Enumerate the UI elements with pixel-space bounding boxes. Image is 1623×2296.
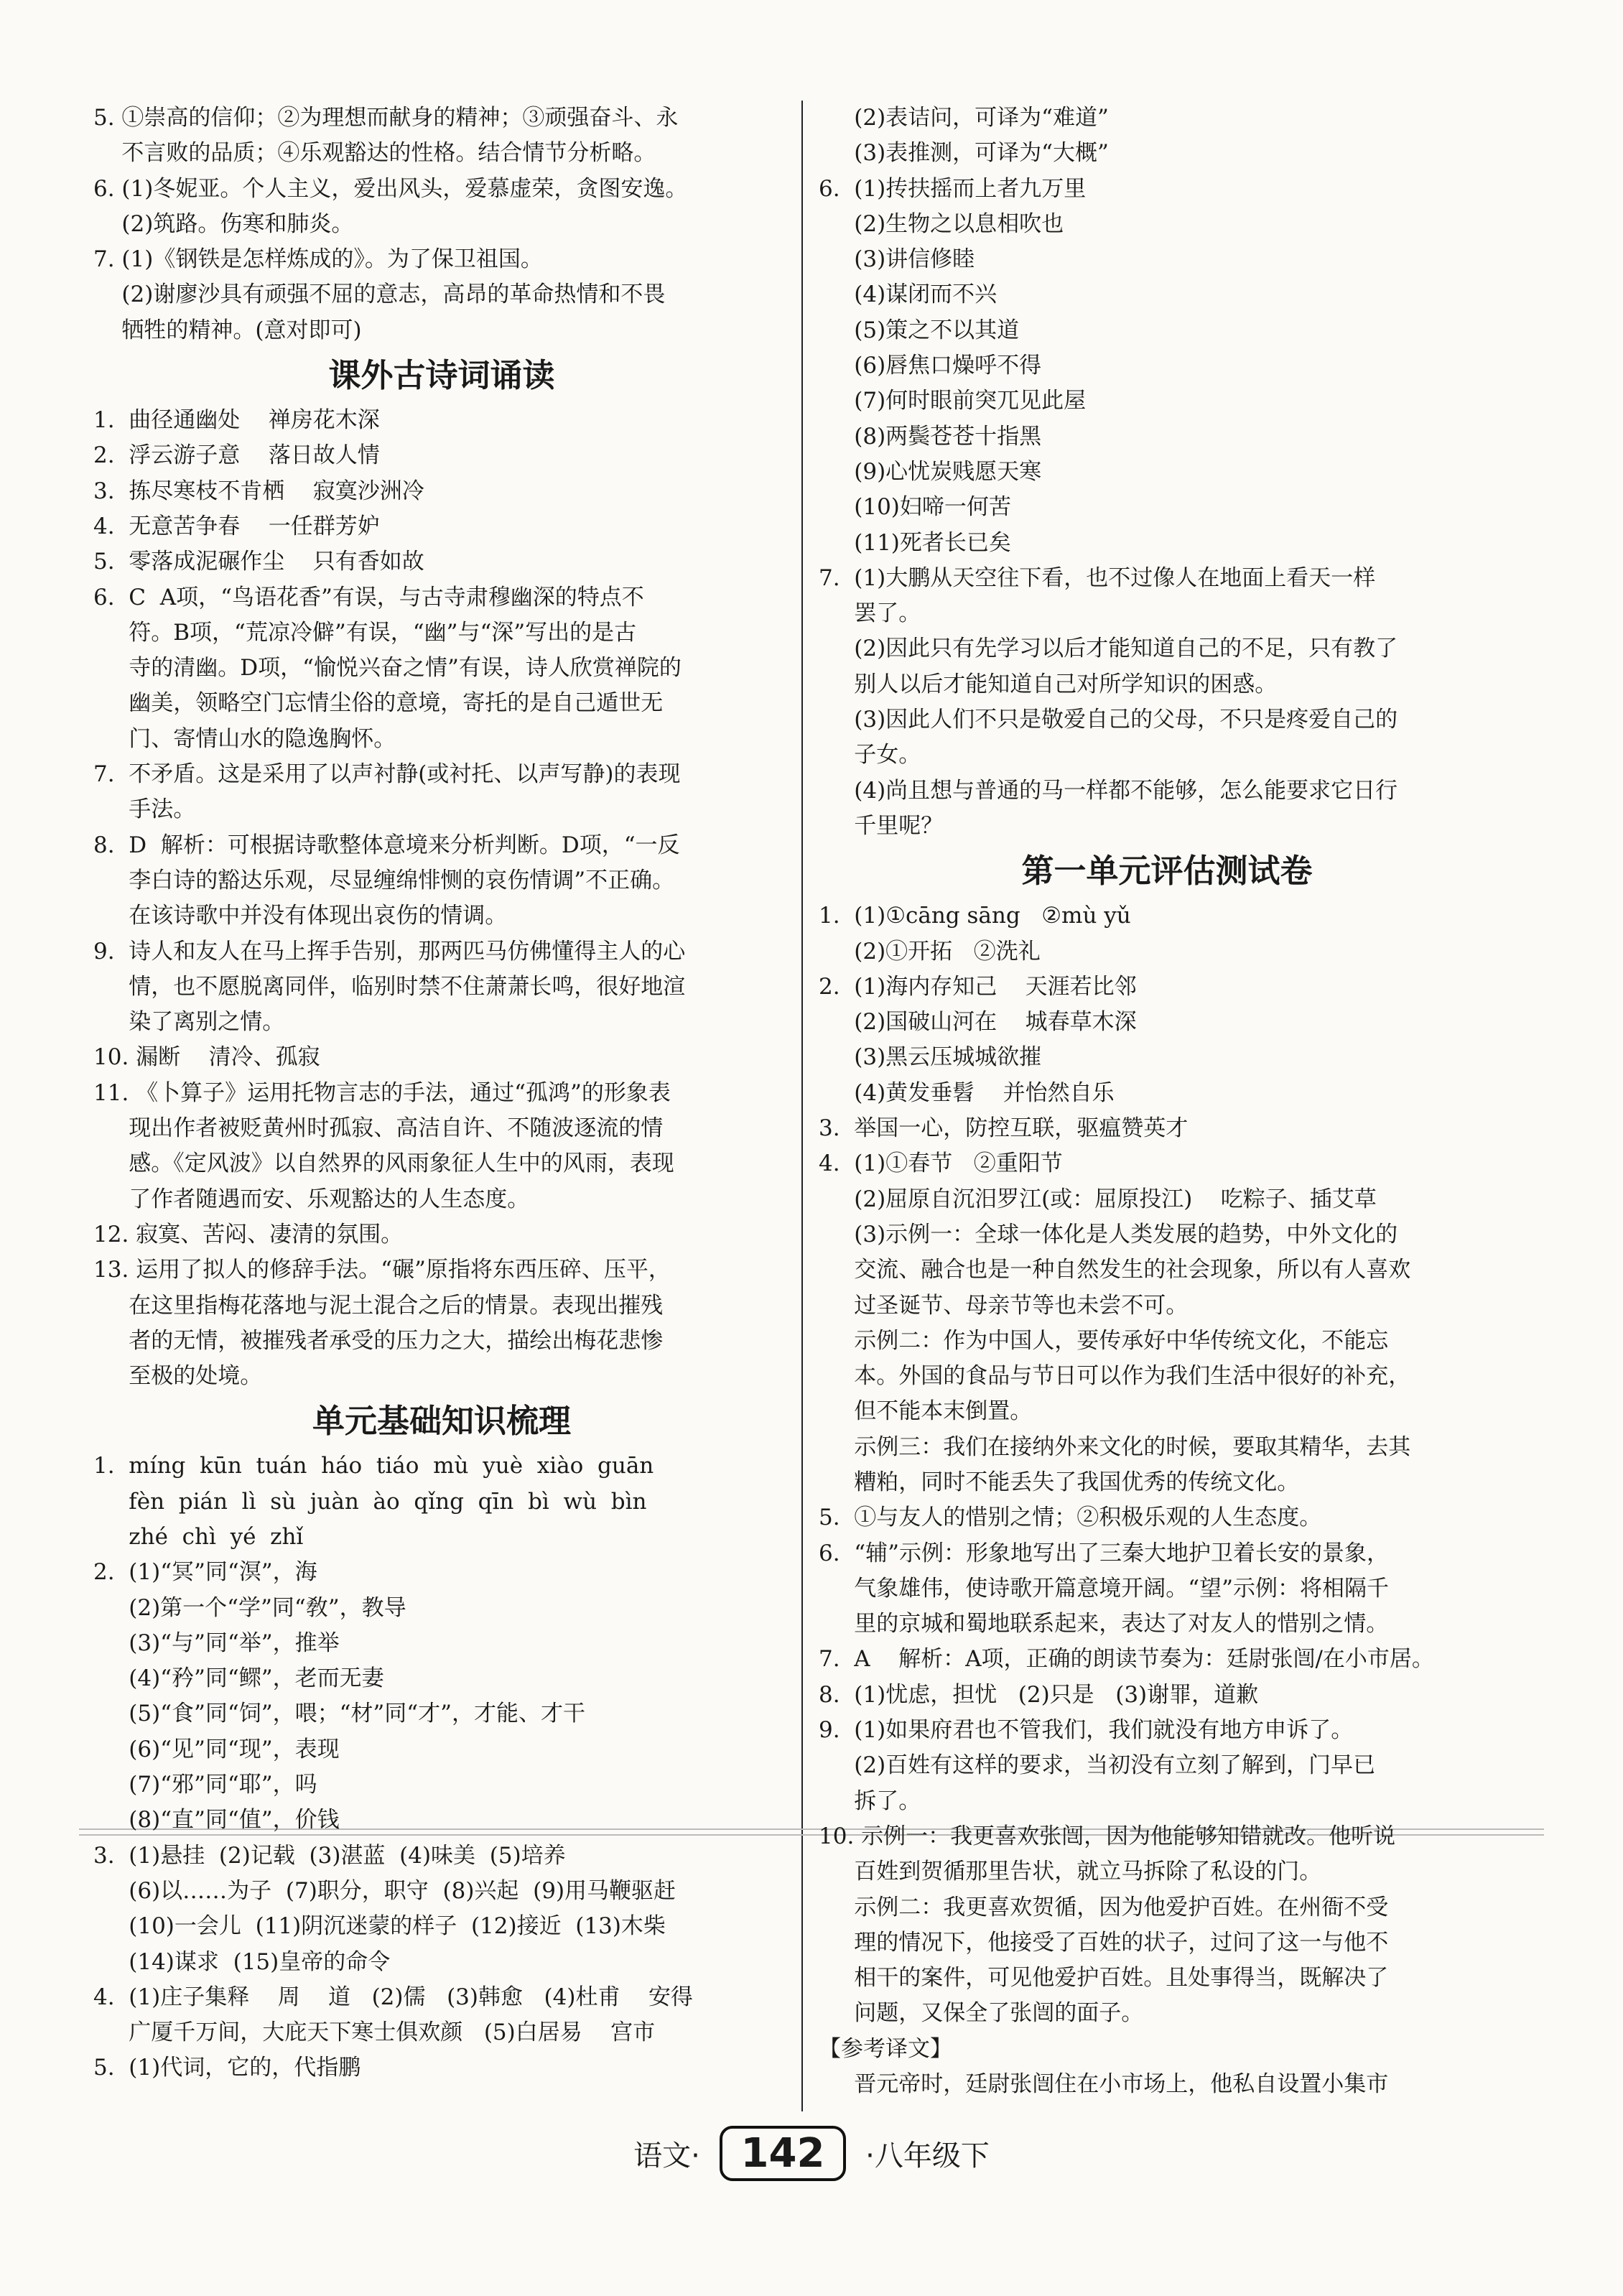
text-line: (5)“食”同“饲”，喂；“材”同“才”，才能、才干 <box>93 1701 585 1727</box>
text-line: 3. (1)悬挂 (2)记载 (3)湛蓝 (4)味美 (5)培养 <box>93 1842 566 1869</box>
text-line: (2)谢廖沙具有顽强不屈的意志，高昂的革命热情和不畏 <box>93 282 666 308</box>
page-number: 142 <box>720 2126 847 2181</box>
text-line: (3)“与”同“举”，推举 <box>93 1630 340 1656</box>
text-line: 不言败的品质；④乐观豁达的性格。结合情节分析略。 <box>93 140 656 167</box>
text-line: 感。《定风波》以自然界的风雨象征人生中的风雨，表现 <box>93 1151 674 1177</box>
text-line: 6. “辅”示例：形象地写出了三秦大地护卫着长安的景象， <box>819 1540 1389 1566</box>
text-line: 5. (1)代词，它的，代指鹏 <box>93 2055 361 2081</box>
text-line: 6. C A项，“鸟语花香”有误，与古寺肃穆幽深的特点不 <box>93 584 644 610</box>
text-line: (14)谋求 (15)皇帝的命令 <box>93 1948 391 1975</box>
text-line: 李白诗的豁达乐观，尽显缠绵悱恻的哀伤情调”不正确。 <box>93 867 675 893</box>
left-section-answers <box>93 101 790 348</box>
text-line: 6. (1)抟扶摇而上者九万里 <box>819 175 1087 202</box>
text-line: 了作者随遇而安、乐观豁达的人生态度。 <box>93 1186 530 1212</box>
text-line: 3. 拣尽寒枝不肯栖 寂寞沙洲冷 <box>93 478 424 504</box>
text-line: 7. A 解析：A项，正确的朗读节奏为：廷尉张闿/在小市居。 <box>819 1646 1434 1673</box>
text-line: (4)“矜”同“鳏”，老而无妻 <box>93 1665 384 1692</box>
text-line: (2)①开拓 ②洗礼 <box>819 938 1041 965</box>
text-line: 罢了。 <box>819 600 921 627</box>
text-line: (7)“邪”同“耶”，吗 <box>93 1772 317 1798</box>
text-line: 4. (1)①春节 ②重阳节 <box>819 1151 1063 1177</box>
text-line: (4)黄发垂髫 并怡然自乐 <box>819 1079 1115 1106</box>
footer-subject: 语文· <box>633 2139 700 2172</box>
text-line: 7. (1)《钢铁是怎样炼成的》。为了保卫祖国。 <box>93 246 543 273</box>
text-line: 5. ①崇高的信仰；②为理想而献身的精神；③顽强奋斗、永 <box>93 105 679 131</box>
text-line: 至极的处境。 <box>93 1363 263 1390</box>
text-line: (2)因此只有先学习以后才能知道自己的不足，只有教了 <box>819 636 1398 662</box>
heading-extra-poems: 课外古诗词诵读 <box>328 356 555 395</box>
text-line: (4)谋闭而不兴 <box>819 282 997 308</box>
text-line: 子女。 <box>819 742 921 768</box>
footer-grade: ·八年级下 <box>865 2139 990 2172</box>
text-line: 1. (1)①cāng sāng ②mù yǔ <box>819 903 1131 929</box>
text-line: 问题，又保全了张闿的面子。 <box>819 2000 1144 2027</box>
text-line: 9. (1)如果府君也不管我们，我们就没有地方申诉了。 <box>819 1717 1354 1744</box>
text-line: 在这里指梅花落地与泥土混合之后的情景。表现出摧残 <box>93 1292 664 1319</box>
text-line: 百姓到贺循那里告状，就立马拆除了私设的门。 <box>819 1859 1322 1885</box>
text-line: (6)“见”同“现”，表现 <box>93 1736 340 1762</box>
text-line: (2)筑路。伤寒和肺炎。 <box>93 210 354 237</box>
text-line: 2. (1)“冥”同“溟”，海 <box>93 1559 317 1586</box>
text-line: 但不能本末倒置。 <box>819 1398 1033 1425</box>
text-line: (11)死者长已矣 <box>819 529 1011 556</box>
text-line: (10)妇啼一何苦 <box>819 494 1011 521</box>
text-line: 相干的案件，可见他爱护百姓。且处事得当，既解决了 <box>819 1965 1389 1991</box>
text-line: (5)策之不以其道 <box>819 317 1020 343</box>
text-line: 8. (1)忧虑，担忧 (2)只是 (3)谢罪，道歉 <box>819 1681 1259 1708</box>
text-line: 本。外国的食品与节日可以作为我们生活中很好的补充， <box>819 1363 1411 1390</box>
text-line: 过圣诞节、母亲节等也未尝不可。 <box>819 1292 1189 1319</box>
text-line: (10)一会儿 (11)阴沉迷蒙的样子 (12)接近 (13)木柴 <box>93 1913 666 1940</box>
text-line: (2)生物之以息相吹也 <box>819 210 1064 237</box>
text-line: 晋元帝时，廷尉张闿住在小市场上，他私自设置小集市 <box>819 2071 1389 2098</box>
left-section-poems <box>93 403 790 1394</box>
text-line: 现出作者被贬黄州时孤寂、高洁自许、不随波逐流的情 <box>93 1115 664 1142</box>
right-column <box>819 101 1515 2102</box>
text-line: 理的情况下，他接受了百姓的状子，过问了这一与他不 <box>819 1929 1389 1956</box>
text-line: 广厦千万间，大庇天下寒士俱欢颜 (5)白居易 宫市 <box>93 2020 656 2046</box>
text-line: (2)第一个“学”同“敎”，教导 <box>93 1594 406 1621</box>
text-line: 【参考译文】 <box>819 2035 952 2062</box>
text-line: 示例二：作为中国人，要传承好中华传统文化，不能忘 <box>819 1327 1389 1354</box>
text-line: 5. 零落成泥碾作尘 只有香如故 <box>93 549 424 575</box>
text-line: (3)示例一：全球一体化是人类发展的趋势，中外文化的 <box>819 1221 1398 1247</box>
text-line: 3. 举国一心，防控互联，驱瘟赞英才 <box>819 1115 1189 1142</box>
text-line: (9)心忧炭贱愿天寒 <box>819 458 1042 485</box>
text-line: (2)屈原自沉汨罗江(或：屈原投江) 吃粽子、插艾草 <box>819 1186 1377 1212</box>
text-line: 门、寄情山水的隐逸胸怀。 <box>93 725 396 752</box>
text-line: 别人以后才能知道自己对所学知识的困惑。 <box>819 671 1278 697</box>
text-line: 里的京城和蜀地联系起来，表达了对友人的惜别之情。 <box>819 1611 1389 1637</box>
text-line: (8)“直”同“值”，价钱 <box>93 1807 340 1833</box>
text-line: 13. 运用了拟人的修辞手法。“碾”原指将东西压碎、压平， <box>93 1257 671 1283</box>
text-line: 4. (1)庄子集释 周 道 (2)儒 (3)韩愈 (4)杜甫 安得 <box>93 1984 693 2010</box>
text-line: 交流、融合也是一种自然发生的社会现象，所以有人喜欢 <box>819 1257 1411 1283</box>
text-line: 手法。 <box>93 796 196 823</box>
text-line: (6)唇焦口燥呼不得 <box>819 353 1042 379</box>
text-line: fèn pián lì sù juàn ào qǐng qīn bì wù bìn <box>93 1488 647 1515</box>
left-column <box>93 101 790 2086</box>
text-line: 2. (1)海内存知己 天涯若比邻 <box>819 973 1137 1000</box>
text-line: 情，也不愿脱离同伴，临别时禁不住萧萧长鸣，很好地渲 <box>93 973 686 1000</box>
page-footer <box>0 2126 1623 2181</box>
text-line: 1. 曲径通幽处 禅房花木深 <box>93 407 380 434</box>
text-line: 5. ①与友人的惜别之情；②积极乐观的人生态度。 <box>819 1505 1322 1531</box>
text-line: 幽美，领略空门忘情尘俗的意境，寄托的是自己遁世无 <box>93 690 664 717</box>
left-section-basics <box>93 1449 790 2086</box>
text-line: (2)表诘问，可译为“难道” <box>819 105 1109 131</box>
text-line: 7. 不矛盾。这是采用了以声衬静(或衬托、以声写静)的表现 <box>93 761 681 788</box>
text-line: (8)两鬓苍苍十指黑 <box>819 423 1042 450</box>
text-line: 7. (1)大鹏从天空往下看，也不过像人在地面上看天一样 <box>819 564 1376 591</box>
text-line: (6)以……为子 (7)职分，职守 (8)兴起 (9)用马鞭驱赶 <box>93 1877 676 1904</box>
column-divider <box>801 101 803 2111</box>
text-line: 9. 诗人和友人在马上挥手告别，那两匹马仿佛懂得主人的心 <box>93 938 686 965</box>
text-line: (3)讲信修睦 <box>819 246 975 273</box>
text-line: 8. D 解析：可根据诗歌整体意境来分析判断。D项，“一反 <box>93 832 680 858</box>
text-line: zhé chì yé zhǐ <box>93 1523 304 1550</box>
text-line: 在该诗歌中并没有体现出哀伤的情调。 <box>93 903 508 929</box>
text-line: 4. 无意苦争春 一任群芳妒 <box>93 513 380 539</box>
text-line: 千里呢？ <box>819 812 944 839</box>
text-line: (3)因此人们不只是敬爱自己的父母，不只是疼爱自己的 <box>819 707 1398 733</box>
text-line: 1. míng kūn tuán háo tiáo mù yuè xiào guān <box>93 1453 654 1479</box>
text-line: 符。B项，“荒凉冷僻”有误，“幽”与“深”写出的是古 <box>93 619 637 646</box>
text-line: 寺的清幽。D项，“愉悦兴奋之情”有误，诗人欣赏禅院的 <box>93 655 682 682</box>
text-line: 糟粕，同时不能丢失了我国优秀的传统文化。 <box>819 1469 1300 1495</box>
heading-unit-test: 第一单元评估测试卷 <box>1021 852 1313 891</box>
text-line: (4)尚且想与普通的马一样都不能够，怎么能要求它日行 <box>819 777 1398 804</box>
text-line: 示例三：我们在接纳外来文化的时候，要取其精华，去其 <box>819 1433 1411 1460</box>
text-line: 染了离别之情。 <box>93 1009 285 1036</box>
heading-unit-basics: 单元基础知识梳理 <box>312 1402 571 1441</box>
text-line: 示例二：我更喜欢贺循，因为他爱护百姓。在州衙不受 <box>819 1894 1389 1920</box>
text-line: 10. 漏断 清冷、孤寂 <box>93 1044 320 1071</box>
text-line: 11. 《卜算子》运用托物言志的手法，通过“孤鸿”的形象表 <box>93 1079 671 1106</box>
text-line: 牺牲的精神。(意对即可) <box>93 317 362 343</box>
text-line: 气象雄伟，使诗歌开篇意境开阔。“望”示例：将相隔千 <box>819 1575 1389 1602</box>
right-section-test <box>819 898 1515 2102</box>
text-line: 6. (1)冬妮亚。个人主义，爱出风头，爱慕虚荣，贪图安逸。 <box>93 175 688 202</box>
text-line: (7)何时眼前突兀见此屋 <box>819 388 1087 414</box>
text-line: 12. 寂寞、苦闷、凄清的氛围。 <box>93 1221 404 1247</box>
text-line: (2)国破山河在 城春草木深 <box>819 1009 1137 1036</box>
text-line: (2)百姓有这样的要求，当初没有立刻了解到，门早已 <box>819 1752 1376 1779</box>
right-section-answers <box>819 101 1515 844</box>
text-line: 2. 浮云游子意 落日故人情 <box>93 442 380 469</box>
text-line: 拆了。 <box>819 1788 921 1814</box>
text-line: (3)黑云压城城欲摧 <box>819 1044 1042 1071</box>
text-line: (3)表推测，可译为“大概” <box>819 140 1109 167</box>
text-line: 者的无情，被摧残者承受的压力之大，描绘出梅花悲惨 <box>93 1327 664 1354</box>
text-line: 10. 示例一：我更喜欢张闿，因为他能够知错就改。他听说 <box>819 1823 1396 1849</box>
